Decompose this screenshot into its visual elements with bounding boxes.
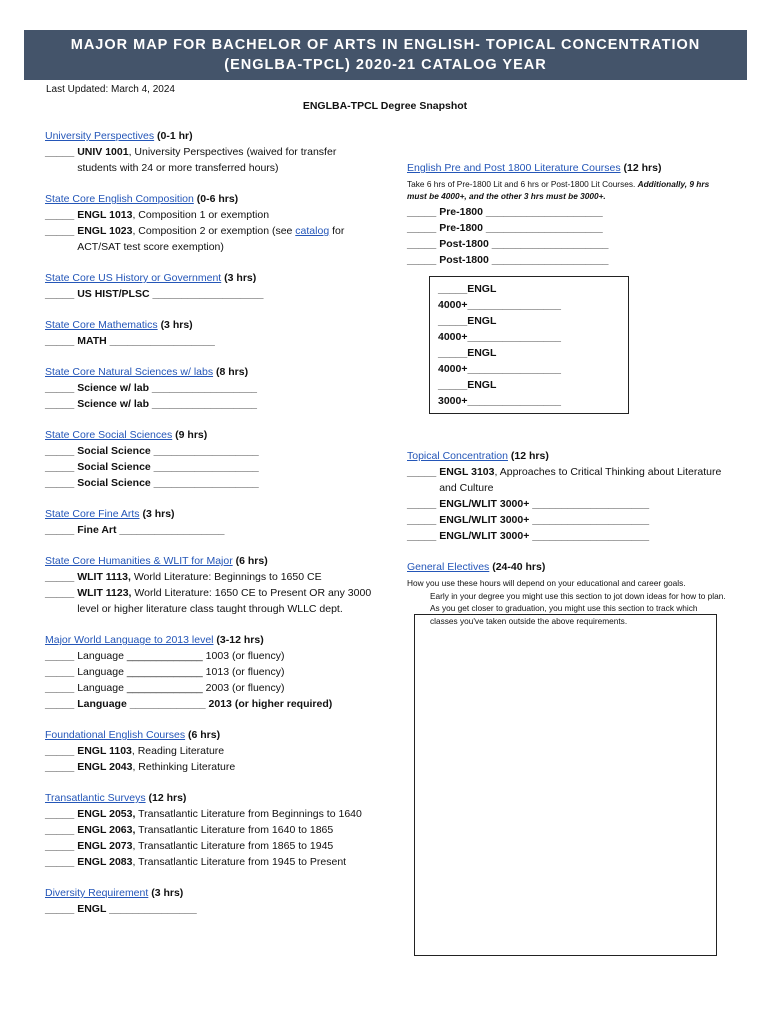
checkbox-blank[interactable]: _____ — [45, 398, 75, 410]
course-desc-tail: for ACT/SAT test score exemption) — [77, 225, 345, 253]
course-code: ENGL 1023 — [77, 225, 133, 237]
checkbox-blank[interactable]: _____ — [45, 445, 75, 457]
course-desc: , Transatlantic Literature from 1865 to 1945 — [132, 840, 334, 852]
list-item — [45, 144, 375, 176]
section-hours: (12 hrs) — [510, 450, 549, 462]
item-text: Language _____________ 1013 (or fluency) — [77, 666, 285, 678]
section-title[interactable]: State Core English Composition — [45, 193, 194, 205]
checkbox-blank[interactable]: _____ — [407, 254, 437, 266]
section-hours: (3-12 hrs) — [216, 634, 264, 646]
checkbox-blank[interactable]: _____ — [45, 698, 75, 710]
section-transatlantic-surveys — [45, 790, 375, 870]
course-code: UNIV 1001 — [77, 146, 129, 158]
list-item — [407, 220, 727, 236]
electives-note-line-2: Early in your degree you might use this section to jot down ideas for how to plan. As you get closer to graduation, you might use this section to track which classes you've taken outside the above requirements. — [430, 590, 726, 626]
checkbox-blank[interactable]: _____ — [45, 903, 75, 915]
section-hours: (24-40 hrs) — [492, 561, 546, 573]
section-title[interactable]: General Electives — [407, 561, 490, 573]
list-item — [45, 759, 375, 775]
upper-level-line[interactable]: _____ENGL 4000+________________ — [438, 315, 561, 343]
section-note — [407, 178, 727, 202]
checkbox-blank[interactable]: _____ — [45, 288, 75, 300]
section-title[interactable]: Diversity Requirement — [45, 887, 149, 899]
section-hours: (6 hrs) — [235, 555, 268, 567]
list-item — [407, 464, 727, 496]
list-item — [407, 528, 727, 544]
course-desc: , Transatlantic Literature from 1945 to Present — [132, 856, 347, 868]
section-hours: (3 hrs) — [160, 319, 193, 331]
course-code: ENGL 3103 — [439, 466, 495, 478]
list-item — [45, 207, 375, 223]
course-code: ENGL 1103 — [77, 745, 132, 757]
checkbox-blank[interactable]: _____ — [407, 530, 437, 542]
list-item — [45, 475, 375, 491]
course-code: ENGL 2083 — [77, 856, 133, 868]
course-desc: , Reading Literature — [131, 745, 225, 757]
checkbox-blank[interactable]: _____ — [407, 206, 437, 218]
catalog-link[interactable]: catalog — [295, 225, 330, 237]
section-title[interactable]: Foundational English Courses — [45, 729, 186, 741]
checkbox-blank[interactable]: _____ — [45, 745, 75, 757]
checkbox-blank[interactable]: _____ — [45, 335, 75, 347]
checkbox-blank[interactable]: _____ — [45, 808, 75, 820]
section-fine-arts — [45, 506, 375, 538]
note-emphasis: Additionally, 9 hrs must be 4000+, and the other 3 hrs must be 3000+. — [407, 179, 710, 201]
checkbox-blank[interactable]: _____ — [45, 209, 75, 221]
list-item — [45, 223, 375, 255]
course-code: ENGL 2053, — [77, 808, 136, 820]
checkbox-blank[interactable]: _____ — [45, 682, 75, 694]
course-desc: World Literature: Beginnings to 1650 CE — [130, 571, 322, 583]
checkbox-blank[interactable]: _____ — [45, 524, 75, 536]
upper-level-line[interactable]: _____ENGL 4000+________________ — [438, 347, 561, 375]
section-university-perspectives — [45, 128, 375, 176]
list-item — [45, 743, 375, 759]
course-code: ENGL 2043 — [77, 761, 133, 773]
section-hours: (6 hrs) — [188, 729, 221, 741]
list-item — [407, 236, 727, 252]
course-desc: Transatlantic Literature from Beginnings to 1640 — [135, 808, 362, 820]
item-text: Language _____________ 2013 (or higher required) — [77, 698, 333, 710]
electives-note-line-1: How you use these hours will depend on your educational and career goals. — [407, 578, 686, 588]
checkbox-blank[interactable]: _____ — [407, 498, 437, 510]
checkbox-blank[interactable]: _____ — [45, 477, 75, 489]
item-text: US HIST/PLSC ___________________ — [77, 288, 264, 300]
course-desc: World Literature: 1650 CE to Present OR any 3000 level or higher literature class taught through WLLC dept. — [77, 587, 372, 615]
course-desc: , Composition 2 or exemption (see — [132, 225, 296, 237]
list-item — [45, 696, 375, 712]
checkbox-blank[interactable]: _____ — [407, 514, 437, 526]
right-column — [407, 160, 727, 642]
section-mathematics — [45, 317, 375, 349]
list-item — [45, 569, 375, 585]
section-hours: (9 hrs) — [175, 429, 208, 441]
item-text: Pre-1800 ____________________ — [439, 206, 603, 218]
list-item — [45, 838, 375, 854]
section-topical-concentration — [407, 448, 727, 544]
item-text: MATH __________________ — [77, 335, 215, 347]
section-foundational-english — [45, 727, 375, 775]
item-text: Language _____________ 1003 (or fluency) — [77, 650, 285, 662]
checkbox-blank[interactable]: _____ — [407, 466, 437, 478]
section-hours: (8 hrs) — [216, 366, 249, 378]
section-title[interactable]: University Perspectives — [45, 130, 155, 142]
item-text: Post-1800 ____________________ — [439, 238, 609, 250]
page-header-banner — [24, 30, 747, 80]
header-line-1: MAJOR MAP FOR BACHELOR OF ARTS IN ENGLISH- TOPICAL CONCENTRATION — [70, 37, 701, 53]
course-code: WLIT 1123, — [77, 587, 132, 599]
item-text: Fine Art __________________ — [77, 524, 225, 536]
checkbox-blank[interactable]: _____ — [45, 824, 75, 836]
list-item — [45, 585, 375, 617]
item-text: Social Science __________________ — [77, 477, 259, 489]
checkbox-blank[interactable]: _____ — [45, 225, 75, 237]
left-column — [45, 128, 375, 932]
electives-notes-box[interactable] — [414, 614, 717, 956]
section-hours: (12 hrs) — [148, 792, 187, 804]
section-english-composition — [45, 191, 375, 255]
list-item — [407, 252, 727, 268]
list-item — [45, 854, 375, 870]
list-item — [407, 204, 727, 220]
item-text: Science w/ lab __________________ — [77, 382, 258, 394]
checkbox-blank[interactable]: _____ — [407, 238, 437, 250]
course-desc: , Composition 1 or exemption — [132, 209, 270, 221]
upper-level-line[interactable]: _____ENGL 4000+________________ — [438, 283, 561, 311]
list-item — [45, 459, 375, 475]
list-item — [45, 806, 375, 822]
section-title[interactable]: State Core US History or Government — [45, 272, 222, 284]
last-updated: Last Updated: March 4, 2024 — [46, 84, 175, 95]
course-code: WLIT 1113, — [77, 571, 131, 583]
list-item — [407, 512, 727, 528]
section-title[interactable]: State Core Humanities & WLIT for Major — [45, 555, 233, 567]
section-natural-sciences — [45, 364, 375, 412]
section-title[interactable]: State Core Fine Arts — [45, 508, 140, 520]
list-item — [407, 496, 727, 512]
section-title[interactable]: Transatlantic Surveys — [45, 792, 146, 804]
checkbox-blank[interactable]: _____ — [45, 650, 75, 662]
checkbox-blank[interactable]: _____ — [45, 382, 75, 394]
note-text: Take 6 hrs of Pre-1800 Lit and 6 hrs or Post-1800 Lit Courses. — [407, 179, 638, 189]
section-hours: (12 hrs) — [623, 162, 662, 174]
section-world-language — [45, 632, 375, 712]
checkbox-blank[interactable]: _____ — [45, 856, 75, 868]
section-pre-post-1800 — [407, 160, 727, 414]
item-text: Social Science __________________ — [77, 461, 259, 473]
upper-level-line[interactable]: _____ENGL 3000+________________ — [438, 379, 561, 407]
section-title[interactable]: English Pre and Post 1800 Literature Courses — [407, 162, 621, 174]
list-item — [45, 396, 375, 412]
checkbox-blank[interactable]: _____ — [45, 840, 75, 852]
list-item — [45, 648, 375, 664]
list-item — [45, 664, 375, 680]
course-code: ENGL 2063, — [77, 824, 136, 836]
section-social-sciences — [45, 427, 375, 491]
list-item — [45, 522, 375, 538]
item-text: Pre-1800 ____________________ — [439, 222, 603, 234]
course-code: ENGL 1013 — [77, 209, 133, 221]
section-title[interactable]: State Core Mathematics — [45, 319, 158, 331]
section-humanities — [45, 553, 375, 617]
section-hours: (0-6 hrs) — [196, 193, 239, 205]
section-us-history — [45, 270, 375, 302]
checkbox-blank[interactable]: _____ — [45, 461, 75, 473]
section-title[interactable]: State Core Natural Sciences w/ labs — [45, 366, 214, 378]
list-item — [45, 822, 375, 838]
checkbox-blank[interactable]: _____ — [45, 761, 75, 773]
list-item — [45, 333, 375, 349]
section-title[interactable]: Topical Concentration — [407, 450, 508, 462]
checkbox-blank[interactable]: _____ — [45, 571, 75, 583]
course-desc: , Approaches to Critical Thinking about Literature and Culture — [439, 466, 722, 494]
list-item — [45, 286, 375, 302]
item-text: Science w/ lab __________________ — [77, 398, 258, 410]
item-text: ENGL/WLIT 3000+ ____________________ — [439, 498, 650, 510]
item-text: ENGL/WLIT 3000+ ____________________ — [439, 530, 650, 542]
item-text: ENGL _______________ — [77, 903, 197, 915]
section-diversity — [45, 885, 375, 917]
item-text: Language _____________ 2003 (or fluency) — [77, 682, 285, 694]
checkbox-blank[interactable]: _____ — [45, 666, 75, 678]
list-item — [45, 380, 375, 396]
section-hours: (3 hrs) — [151, 887, 184, 899]
section-title[interactable]: State Core Social Sciences — [45, 429, 173, 441]
header-line-2: (ENGLBA-TPCL) 2020-21 CATALOG YEAR — [224, 57, 547, 73]
checkbox-blank[interactable]: _____ — [45, 146, 75, 158]
course-desc: Transatlantic Literature from 1640 to 1865 — [135, 824, 334, 836]
course-desc: , University Perspectives (waived for transfer students with 24 or more transferred hours) — [77, 146, 337, 174]
checkbox-blank[interactable]: _____ — [45, 587, 75, 599]
list-item — [45, 901, 375, 917]
upper-level-box — [429, 276, 629, 414]
list-item — [45, 443, 375, 459]
item-text: Post-1800 ____________________ — [439, 254, 609, 266]
section-title[interactable]: Major World Language to 2013 level — [45, 634, 214, 646]
snapshot-title: ENGLBA-TPCL Degree Snapshot — [302, 100, 468, 112]
section-hours: (0-1 hr) — [157, 130, 193, 142]
list-item — [45, 680, 375, 696]
item-text: Social Science __________________ — [77, 445, 259, 457]
checkbox-blank[interactable]: _____ — [407, 222, 437, 234]
course-desc: , Rethinking Literature — [132, 761, 236, 773]
section-hours: (3 hrs) — [224, 272, 257, 284]
section-hours: (3 hrs) — [142, 508, 175, 520]
item-text: ENGL/WLIT 3000+ ____________________ — [439, 514, 650, 526]
course-code: ENGL 2073 — [77, 840, 133, 852]
